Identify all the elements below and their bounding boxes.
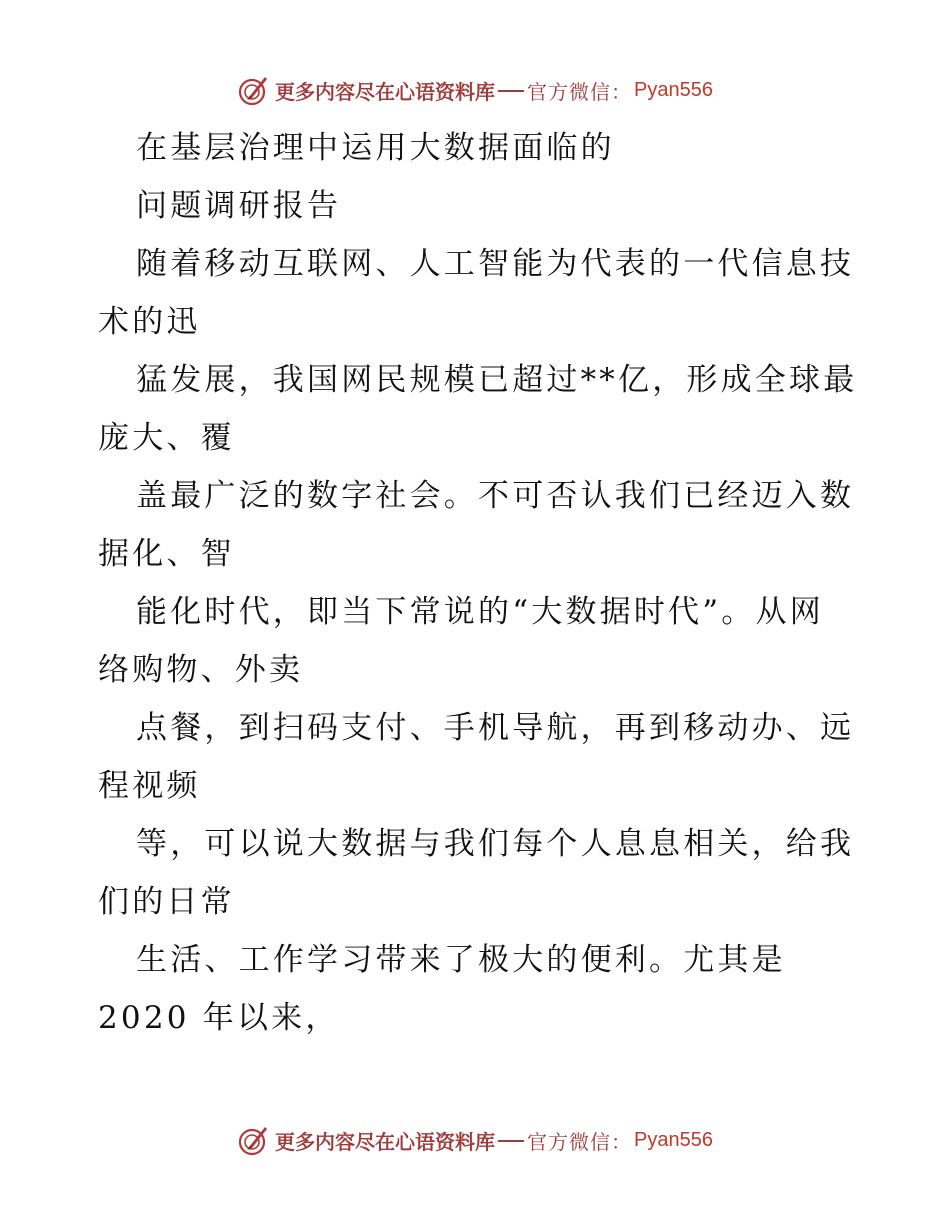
banner-dash [498,1140,524,1142]
footer-banner [0,1120,950,1160]
title-line-2: 问题调研报告 [136,188,342,224]
paragraph-line: 点餐，到扫码支付、手机导航，再到移动办、远 [136,710,855,746]
paragraph-line: 术的迅 [98,304,201,340]
paragraph-line: 等，可以说大数据与我们每个人息息相关，给我 [136,826,855,862]
paragraph-line: 猛发展，我国网民规模已超过**亿，形成全球最 [136,362,858,398]
paragraph-line: 程视频 [98,768,201,804]
quill-logo-icon [237,73,271,107]
title-line-1: 在基层治理中运用大数据面临的 [136,130,615,166]
paragraph-line: 能化时代，即当下常说的“大数据时代”。从网 [136,594,824,630]
paragraph-line: 随着移动互联网、人工智能为代表的一代信息技 [136,246,855,282]
paragraph-line: 据化、智 [98,536,235,572]
paragraph-line: 盖最广泛的数字社会。不可否认我们已经迈入数 [136,478,855,514]
header-banner [0,70,950,110]
banner-wechat-label: 官方微信： [527,79,633,104]
banner-text: 更多内容尽在心语资料库 [275,1129,496,1154]
paragraph-line: 们的日常 [98,884,235,920]
paragraph-line: 生活、工作学习带来了极大的便利。尤其是 [136,942,786,978]
paragraph-line: 2020 年以来， [98,1000,340,1036]
banner-text: 更多内容尽在心语资料库 [275,79,496,104]
banner-wechat-id: Pyan556 [634,78,713,101]
banner-dash [498,90,524,92]
banner-wechat-id: Pyan556 [634,1128,713,1151]
paragraph-line: 庞大、覆 [98,420,235,456]
paragraph-line: 络购物、外卖 [98,652,304,688]
quill-logo-icon [237,1123,271,1157]
banner-wechat-label: 官方微信： [527,1129,633,1154]
